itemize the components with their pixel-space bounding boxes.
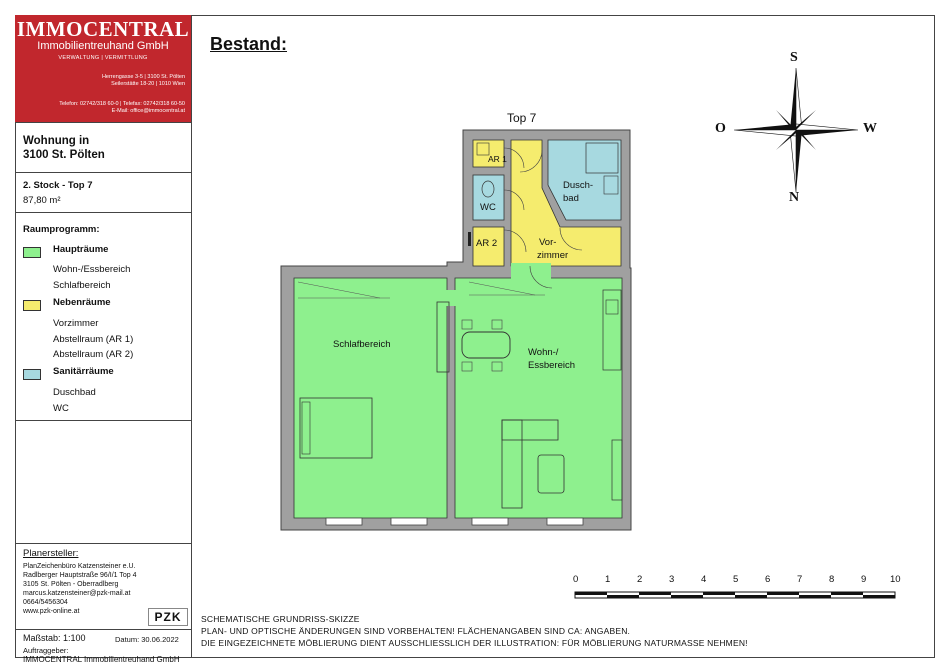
planner-line: 0664/5456304 [23,599,68,606]
room-label-ar1: AR 1 [488,154,507,164]
client-label: Auftraggeber: [23,646,69,655]
listing-title-1: Wohnung in [23,135,90,147]
compass-east: O [715,121,726,136]
scale-tick: 8 [829,574,835,585]
scale-tick: 9 [861,574,867,585]
planner-line: 3105 St. Pölten - Oberradlberg [23,581,119,588]
scale-tick: 3 [669,574,675,585]
planner-heading: Planersteller: [23,548,79,559]
scale-tick: 1 [605,574,611,585]
compass-south: S [790,50,798,65]
room-wohn [455,278,622,518]
legend-item: Abstellraum (AR 1) [53,334,134,345]
room-label-vorzimmer-2: zimmer [537,250,569,261]
room-label-ar2: AR 2 [476,238,498,249]
logo-brand: IMMOCENTRAL [16,17,190,41]
planner-line: www.pzk-online.at [23,608,80,615]
unit-label: Top 7 [507,111,537,125]
planner-line: PlanZeichenbüro Katzensteiner e.U. [23,563,136,570]
legend-group-haupt: Haupträume [53,244,109,255]
entrance-marker [468,232,471,246]
room-label-wohn-2: Essbereich [528,360,575,371]
compass-north: N [789,190,800,205]
note-line: SCHEMATISCHE GRUNDRISS-SKIZZE [201,614,360,624]
date-label: Datum: 30.06.2022 [115,635,179,644]
scale-tick: 2 [637,574,643,585]
compass-rose [728,60,868,210]
scale-tick: 4 [701,574,707,585]
legend-item: Duschbad [53,387,96,398]
window [326,518,362,525]
scale-tick: 10 [890,574,901,585]
planner-line: Radlberger Hauptstraße 96/I/1 Top 4 [23,572,137,579]
contact-line-1: Telefon: 02742/318 60-0 | Telefax: 02742/318 60-50 [59,101,185,107]
room-label-duschbad-2: bad [563,193,579,204]
address-line-1: Herrengasse 3-5 | 3100 St. Pölten [101,74,185,80]
room-label-wohn-1: Wohn-/ [528,347,559,358]
scale-tick: 5 [733,574,739,585]
room-label-duschbad-1: Dusch- [563,180,594,191]
room-wc [473,175,504,220]
note-line: DIE EINGEZEICHNETE MÖBLIERUNG DIENT AUSSCHLIESSLICH DER ILLUSTRATION: FÜR MÖBLIERUNG NATURMASSE NEHMEN! [201,638,748,648]
scale-tick: 0 [573,574,579,585]
scale-tick: 7 [797,574,803,585]
legend-group-neben: Nebenräume [53,297,111,308]
note-line: PLAN- UND OPTISCHE ÄNDERUNGEN SIND VORBEHALTEN! FLÄCHENANGABEN SIND CA: ANGABEN. [201,626,631,636]
window [547,518,583,525]
compass-west: W [863,121,877,136]
legend-item: WC [53,403,69,414]
entrance-opening [511,263,551,279]
window [472,518,508,525]
room-connection [446,290,456,306]
legend-group-sanitaer: Sanitärräume [53,366,114,377]
legend-item: Wohn-/Essbereich [53,264,131,275]
listing-title-2: 3100 St. Pölten [23,149,105,161]
window [391,518,427,525]
scale-bar [574,588,904,602]
client-name: IMMOCENTRAL Immobilientreuhand GmbH [23,655,180,664]
legend-item: Abstellraum (AR 2) [53,349,134,360]
scale-label: Maßstab: 1:100 [23,633,86,643]
plan-title: Bestand: [210,34,288,54]
room-label-wc: WC [480,202,496,213]
planner-logo: PZK [148,608,188,626]
floor-label: 2. Stock - Top 7 [23,180,93,191]
legend-item: Vorzimmer [53,318,99,329]
room-label-schlaf: Schlafbereich [333,339,391,350]
scale-tick: 6 [765,574,771,585]
address-line-2: Seilerstätte 18-20 | 1010 Wien [111,81,185,87]
logo-subtitle: Immobilientreuhand GmbH [37,40,169,52]
legend-item: Schlafbereich [53,280,111,291]
room-label-vorzimmer-1: Vor- [539,237,557,248]
contact-line-2: E-Mail: office@immocentral.at [111,108,185,114]
logo-tagline: VERWALTUNG | VERMITTLUNG [58,55,148,61]
legend-heading: Raumprogramm: [23,224,100,235]
planner-line: marcus.katzensteiner@pzk-mail.at [23,590,131,597]
area-label: 87,80 m² [23,195,61,206]
